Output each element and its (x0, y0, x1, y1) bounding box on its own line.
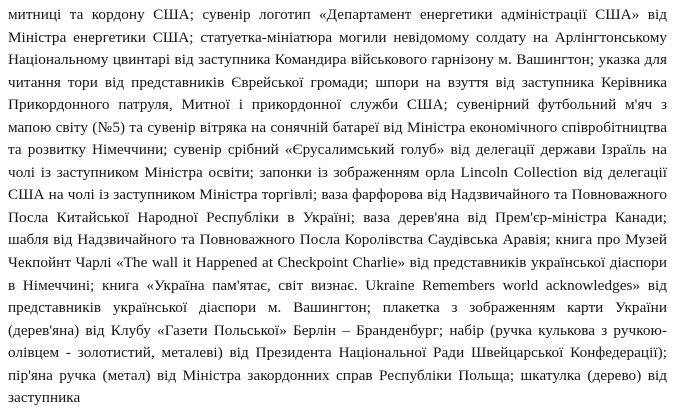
document-paragraph: митниці та кордону США; сувенір логотип «Департамент енергетики адміністрації США» від Міністра енергетики США; статуетка-мініатюра могили невідомому солдату на Арлінгтонському Національному цвинтарі від заступника Командира військового гарнізону м. Вашингтон; указка для читання тори від представників Єврейської громади; шпори на взуття від заступника Керівника Прикордонного патруля, Митної і прикордонної служби США; сувенірний футбольний м'яч з мапою світу (№5) та сувенір вітряка на сонячній батареї від Міністра економічного співробітництва та розвитку Німеччини; сувенір срібний «Єрусалимський голуб» від делегації держави Ізраїль на чолі із заступником Міністра освіти; запонки із зображенням орла Lincoln Collection від делегації США на чолі із заступником Міністра торгівлі; ваза фарфорова від Надзвичайного та Повноважного Посла Китайської Народної Республіки в Україні; ваза дерев'яна від Прем'єр-міністра Канади; шабля від Надзвичайного та Повноважного Посла Королівства Саудівська Аравія; книга про Музей Чекпойнт Чарлі «The wall it Happened at Checkpoint Charlie» від представників української діаспори в Німеччині; книга «Україна пам'ятає, світ визнає. Ukraine Remembers world acknowledges» від представників української діаспори м. Вашингтон; плакетка з зображенням карти України (дерев'яна) від Клубу «Газети Польської» Берлін – Бранденбург; набір (ручка кулькова з ручкою-олівцем - золотистий, металеві) від Президента Національної Ради Швейцарської Конфедерації); пір'яна ручка (метал) від Міністра закордонних справ Республіки Польща; шкатулка (дерево) від заступника (8, 6, 667, 407)
